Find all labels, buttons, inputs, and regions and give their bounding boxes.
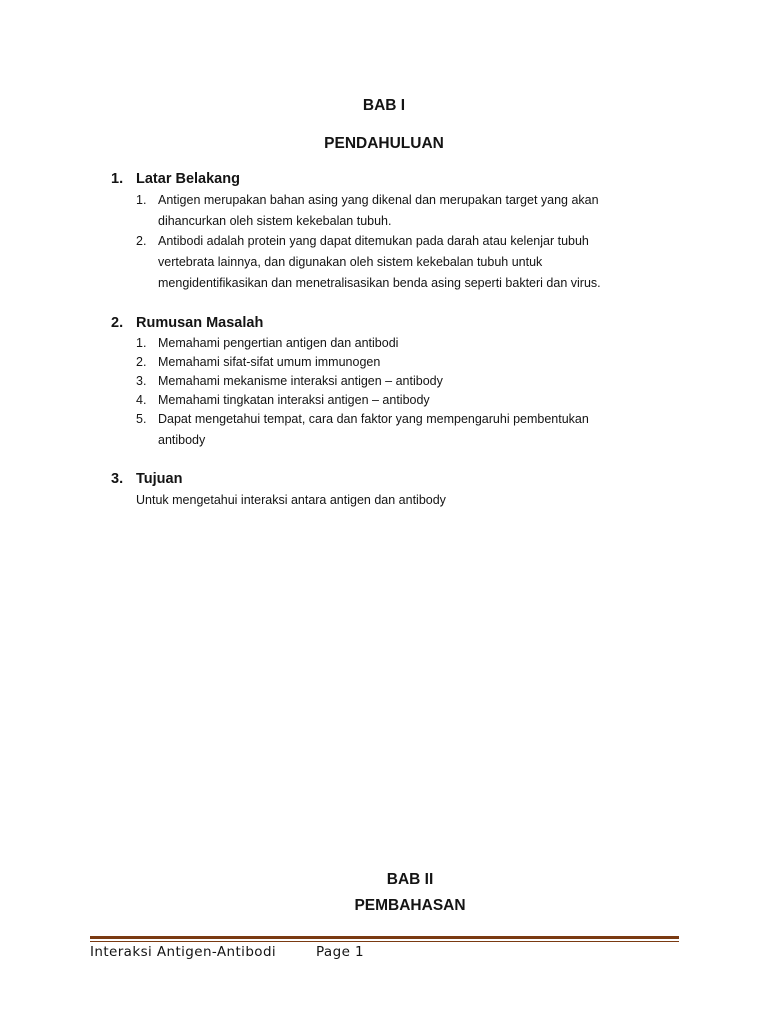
list-item-number: 4. bbox=[136, 393, 147, 407]
section-number: 2. bbox=[111, 315, 124, 331]
footer-page-number: Page 1 bbox=[316, 944, 364, 960]
list-item-number: 2. bbox=[136, 234, 147, 248]
chapter-heading: BAB I bbox=[362, 97, 406, 114]
list-item-text: Dapat mengetahui tempat, cara dan faktor yang mempengaruhi pembentukan bbox=[158, 412, 589, 426]
list-item-text: mengidentifikasikan dan menetralisasikan benda asing seperti bakteri dan virus. bbox=[158, 276, 601, 290]
list-item-text: Memahami mekanisme interaksi antigen – antibody bbox=[158, 374, 443, 388]
section-title: Rumusan Masalah bbox=[136, 315, 264, 331]
list-item-number: 1. bbox=[136, 336, 147, 350]
footer-rule-thick bbox=[90, 936, 679, 939]
footer-title: Interaksi Antigen-Antibodi bbox=[90, 944, 277, 960]
section-title: Latar Belakang bbox=[136, 171, 240, 187]
chapter-title: PENDAHULUAN bbox=[324, 135, 444, 152]
list-item-text: Antigen merupakan bahan asing yang dikenal dan merupakan target yang akan bbox=[158, 193, 599, 207]
next-chapter-heading: BAB II bbox=[386, 871, 434, 888]
list-item-text: Antibodi adalah protein yang dapat ditemukan pada darah atau kelenjar tubuh bbox=[158, 234, 589, 248]
list-item-number: 5. bbox=[136, 412, 147, 426]
section-title: Tujuan bbox=[136, 471, 183, 487]
next-chapter-title: PEMBAHASAN bbox=[354, 897, 466, 914]
section-text: Untuk mengetahui interaksi antara antigen dan antibody bbox=[136, 493, 446, 507]
section-number: 3. bbox=[111, 471, 124, 487]
list-item-text: Memahami tingkatan interaksi antigen – antibody bbox=[158, 393, 430, 407]
list-item-number: 3. bbox=[136, 374, 147, 388]
list-item-text: antibody bbox=[158, 433, 206, 447]
footer-rule-thin bbox=[90, 941, 679, 942]
section-number: 1. bbox=[111, 171, 124, 187]
list-item-text: Memahami pengertian antigen dan antibodi bbox=[158, 336, 399, 350]
list-item-text: vertebrata lainnya, dan digunakan oleh sistem kekebalan tubuh untuk bbox=[158, 255, 543, 269]
list-item-number: 1. bbox=[136, 193, 147, 207]
list-item-number: 2. bbox=[136, 355, 147, 369]
list-item-text: dihancurkan oleh sistem kekebalan tubuh. bbox=[158, 214, 392, 228]
list-item-text: Memahami sifat-sifat umum immunogen bbox=[158, 355, 381, 369]
